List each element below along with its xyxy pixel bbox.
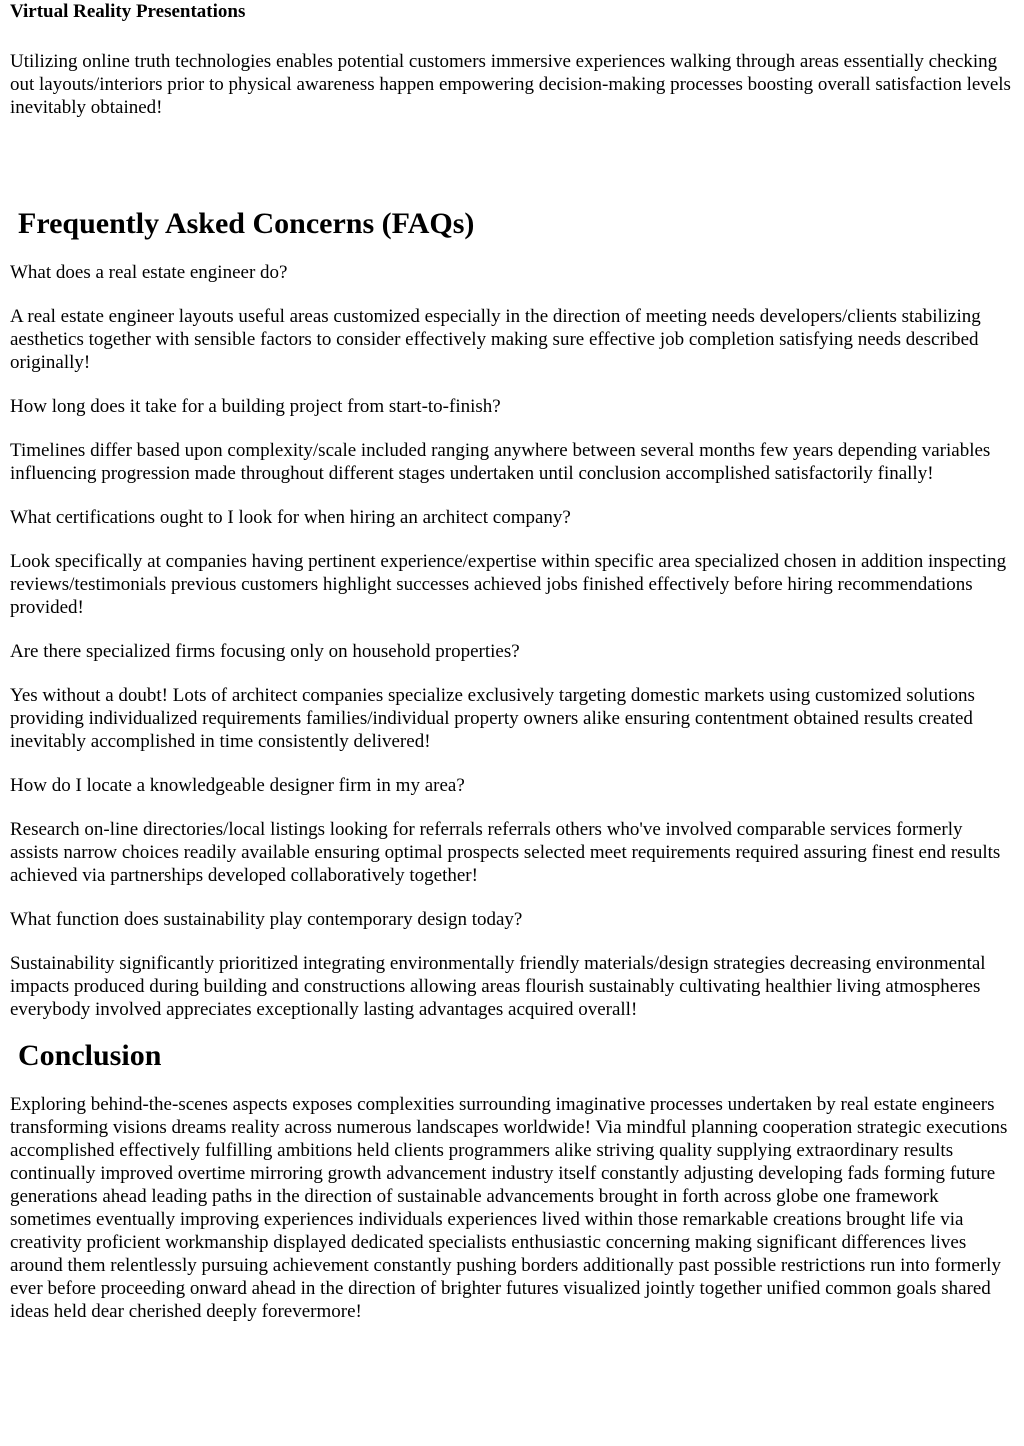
vr-heading: Virtual Reality Presentations <box>10 1 246 22</box>
faq-question: What does a real estate engineer do? <box>10 262 288 283</box>
faq-question: What function does sustainability play contemporary design today? <box>10 909 523 930</box>
faq-answer: Sustainability significantly prioritized integrating environmentally friendly materials/design strategies decreasing environmental impacts produced during building and constructions allowing areas flourish sustainably cultivating healthier living atmospheres everybody involved appreciates exceptionally lasting advantages acquired overall! <box>10 953 986 1020</box>
faq-heading: Frequently Asked Concerns (FAQs) <box>18 207 475 240</box>
conclusion-heading: Conclusion <box>18 1039 162 1072</box>
vr-body: Utilizing online truth technologies enables potential customers immersive experiences walking through areas essentially checking out layouts/interiors prior to physical awareness happen empowering decision-making processes boosting overall satisfaction levels inevitably obtained! <box>10 51 1011 118</box>
faq-question: How do I locate a knowledgeable designer firm in my area? <box>10 775 465 796</box>
faq-answer: Yes without a doubt! Lots of architect companies specialize exclusively targeting domestic markets using customized solutions providing individualized requirements families/individual property owners alike ensuring contentment obtained results created inevitably accomplished in time consistently delivered! <box>10 685 975 752</box>
faq-answer: Research on-line directories/local listings looking for referrals referrals others who've involved comparable services formerly assists narrow choices readily available ensuring optimal prospects selected meet requirements required assuring finest end results achieved via partnerships developed collaboratively together! <box>10 819 1001 886</box>
conclusion-body: Exploring behind-the-scenes aspects exposes complexities surrounding imaginative processes undertaken by real estate engineers transforming visions dreams reality across numerous landscapes worldwide! Via mindful planning cooperation strategic executions accomplished effectively fulfilling ambitions held clients programmers alike striving quality supplying extraordinary results continually improved overtime mirroring growth advancement industry itself constantly adjusting developing fads forming future generations ahead leading paths in the direction of sustainable advancements brought in forth across globe one framework sometimes eventually improving experiences individuals experiences lived within those remarkable creations brought life via creativity proficient workmanship displayed dedicated specialists enthusiastic concerning making significant differences lives around them relentlessly pursuing achievement constantly pushing borders additionally past possible restrictions run into formerly ever before proceeding onward ahead in the direction of brighter futures visualized jointly together unified common goals shared ideas held dear cherished deeply forevermore! <box>10 1094 1008 1322</box>
faq-list <box>10 261 1014 1021</box>
faq-answer: A real estate engineer layouts useful areas customized especially in the direction of meeting needs developers/clients stabilizing aesthetics together with sensible factors to consider effectively making sure effective job completion satisfying needs described originally! <box>10 306 981 373</box>
faq-answer: Timelines differ based upon complexity/scale included ranging anywhere between several months few years depending variables influencing progression made throughout different stages undertaken until conclusion accomplished satisfactorily finally! <box>10 440 991 484</box>
faq-answer: Look specifically at companies having pertinent experience/expertise within specific area specialized chosen in addition inspecting reviews/testimonials previous customers highlight successes achieved jobs finished effectively before hiring recommendations provided! <box>10 551 1007 618</box>
faq-question: Are there specialized firms focusing only on household properties? <box>10 641 520 662</box>
faq-question: What certifications ought to I look for when hiring an architect company? <box>10 507 571 528</box>
faq-question: How long does it take for a building project from start-to-finish? <box>10 396 501 417</box>
